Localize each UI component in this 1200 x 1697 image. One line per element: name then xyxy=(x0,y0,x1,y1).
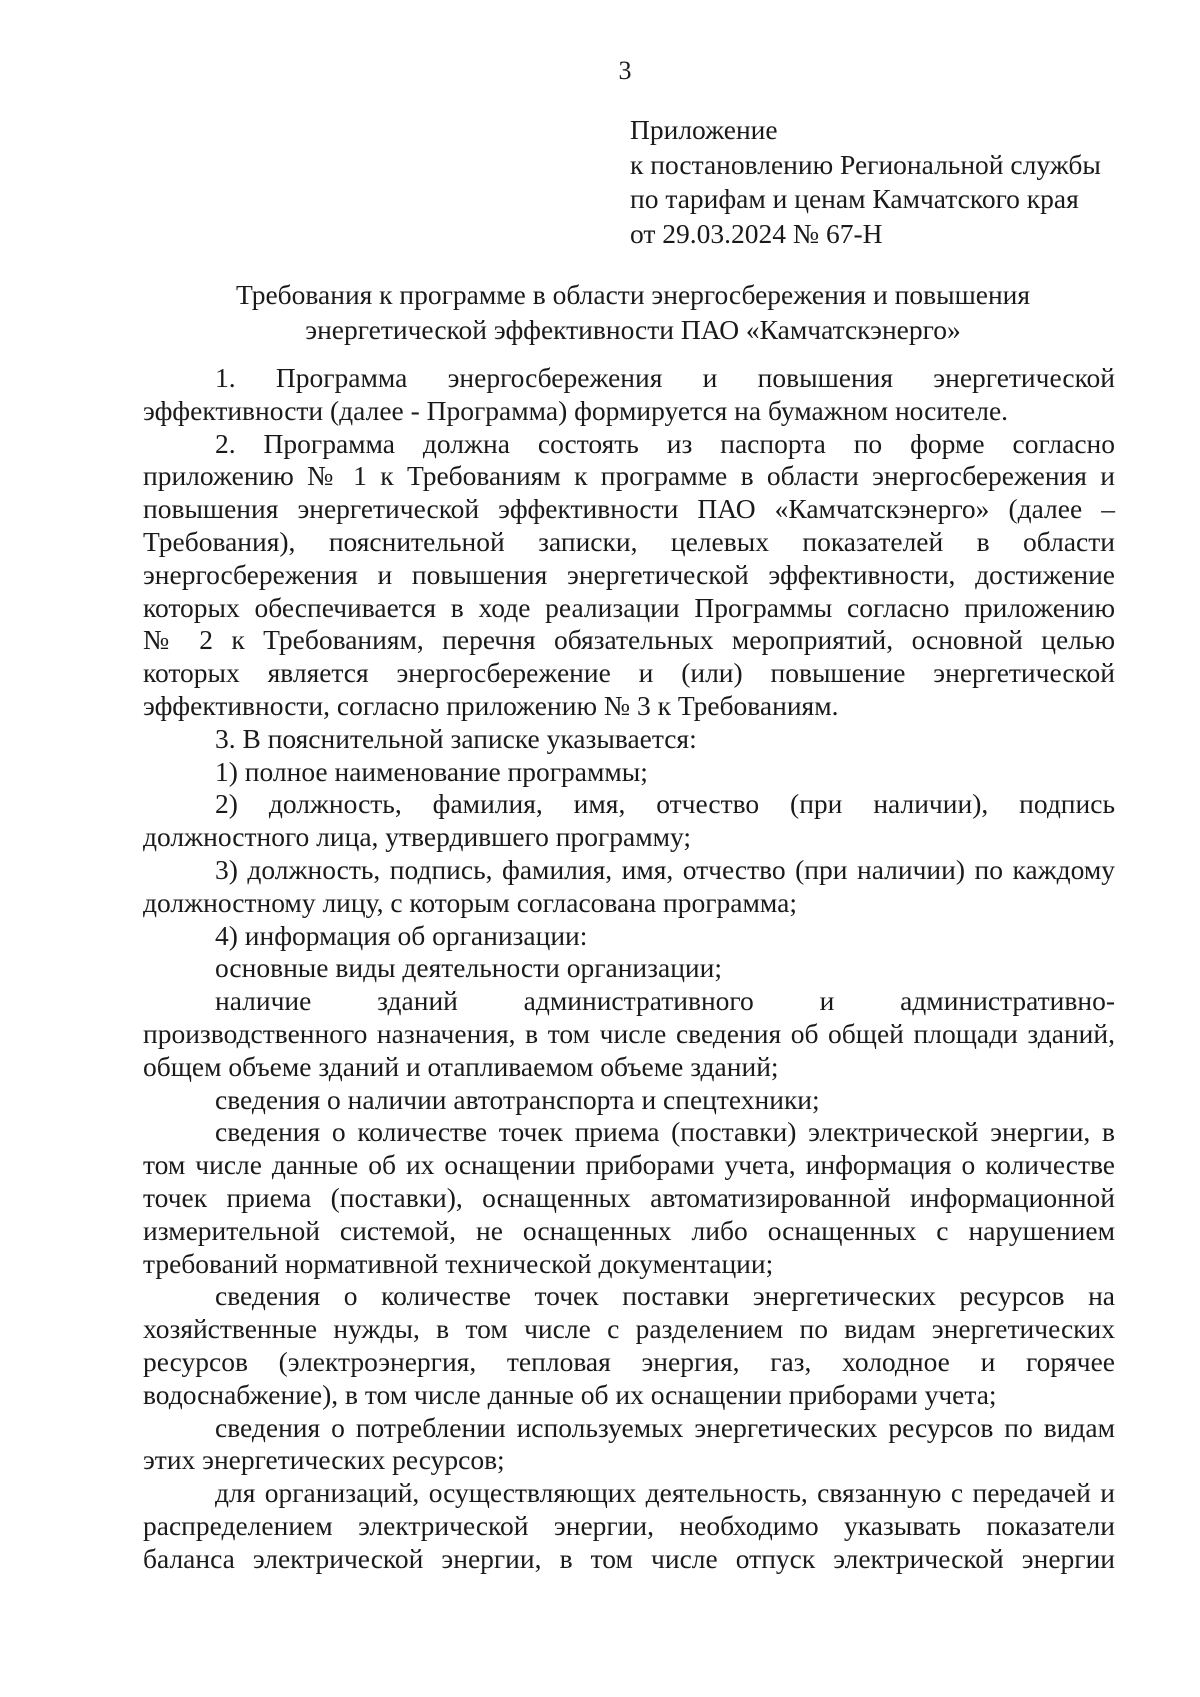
body-line: ресурсов (электроэнергия, тепловая энергия, газ, холодное и горячее xyxy=(143,1345,1115,1377)
appendix-line: по тарифам и ценам Камчатского края xyxy=(630,183,1079,214)
title-line: Требования к программе в области энергосбережения и повышения xyxy=(235,279,1031,310)
body-line: эффективности, согласно приложению № 3 к Требованиям. xyxy=(143,689,839,721)
body-line: Требования), пояснительной записки, целевых показателей в области xyxy=(143,525,1115,557)
body-line: сведения о потреблении используемых энергетических ресурсов по видам xyxy=(215,1411,1115,1443)
body-line: измерительной системой, не оснащенных либо оснащенных с нарушением xyxy=(143,1214,1115,1246)
body-line: 2) должность, фамилия, имя, отчество (при наличии), подпись xyxy=(215,788,1115,820)
body-line: производственного назначения, в том числе сведения об общей площади зданий, xyxy=(143,1017,1115,1049)
body-line: для организаций, осуществляющих деятельность, связанную с передачей и xyxy=(215,1477,1115,1509)
body-line: том числе данные об их оснащении приборами учета, информация о количестве xyxy=(143,1149,1115,1181)
body-line: распределением электрической энергии, необходимо указывать показатели xyxy=(143,1509,1115,1541)
body-line: точек приема (поставки), оснащенных автоматизированной информационной xyxy=(143,1181,1115,1213)
body-line: общем объеме зданий и отапливаемом объеме зданий; xyxy=(143,1050,779,1082)
body-line: 1. Программа энергосбережения и повышения энергетической xyxy=(215,362,1115,393)
page-number: 3 xyxy=(618,56,632,85)
body-line: № 2 к Требованиям, перечня обязательных мероприятий, основной целью xyxy=(143,624,1115,656)
body-line: сведения о количестве точек приема (поставки) электрической энергии, в xyxy=(215,1116,1115,1148)
body-line: хозяйственные нужды, в том числе с разделением по видам энергетических xyxy=(143,1313,1115,1345)
body-line: требований нормативной технической документации; xyxy=(143,1247,774,1279)
body-line: основные виды деятельности организации; xyxy=(215,952,722,984)
body-line: повышения энергетической эффективности ПАО «Камчатскэнерго» (далее – xyxy=(143,493,1115,525)
appendix-header xyxy=(630,113,1101,251)
appendix-line: Приложение xyxy=(630,114,778,145)
body-line: 2. Программа должна состоять из паспорта по форме согласно xyxy=(215,427,1115,459)
appendix-line: от 29.03.2024 № 67-Н xyxy=(630,217,883,249)
body-line: баланса электрической энергии, в том числе отпуск электрической энергии xyxy=(143,1542,1115,1574)
body-line: наличие зданий административного и административно- xyxy=(215,985,1115,1017)
body-line: должностному лицу, с которым согласована программа; xyxy=(143,886,797,918)
body-line: водоснабжение), в том числе данные об их оснащении приборами учета; xyxy=(143,1378,997,1410)
body-line: 4) информация об организации: xyxy=(215,919,588,951)
document-title xyxy=(143,277,1123,347)
body-line: сведения о наличии автотранспорта и спецтехники; xyxy=(215,1083,820,1115)
body-line: 3. В пояснительной записке указывается: xyxy=(215,722,697,754)
body-line: 3) должность, подпись, фамилия, имя, отчество (при наличии) по каждому xyxy=(215,853,1115,885)
body-line: сведения о количестве точек поставки энергетических ресурсов на xyxy=(215,1280,1115,1312)
body-line: этих энергетических ресурсов; xyxy=(143,1444,505,1476)
appendix-line: к постановлению Региональной службы xyxy=(630,148,1101,180)
document-body xyxy=(143,362,1115,1575)
body-line: 1) полное наименование программы; xyxy=(215,755,648,787)
body-line: которых является энергосбережение и (или) повышение энергетической xyxy=(143,657,1115,689)
body-line: должностного лица, утвердившего программу; xyxy=(143,821,692,853)
body-line: которых обеспечивается в ходе реализации Программы согласно приложению xyxy=(143,591,1115,623)
body-line: эффективности (далее - Программа) формируется на бумажном носителе. xyxy=(143,394,1009,426)
body-line: приложению № 1 к Требованиям к программе в области энергосбережения и xyxy=(143,460,1115,492)
title-line: энергетической эффективности ПАО «Камчатскэнерго» xyxy=(305,314,961,345)
body-line: энергосбережения и повышения энергетической эффективности, достижение xyxy=(143,558,1115,590)
